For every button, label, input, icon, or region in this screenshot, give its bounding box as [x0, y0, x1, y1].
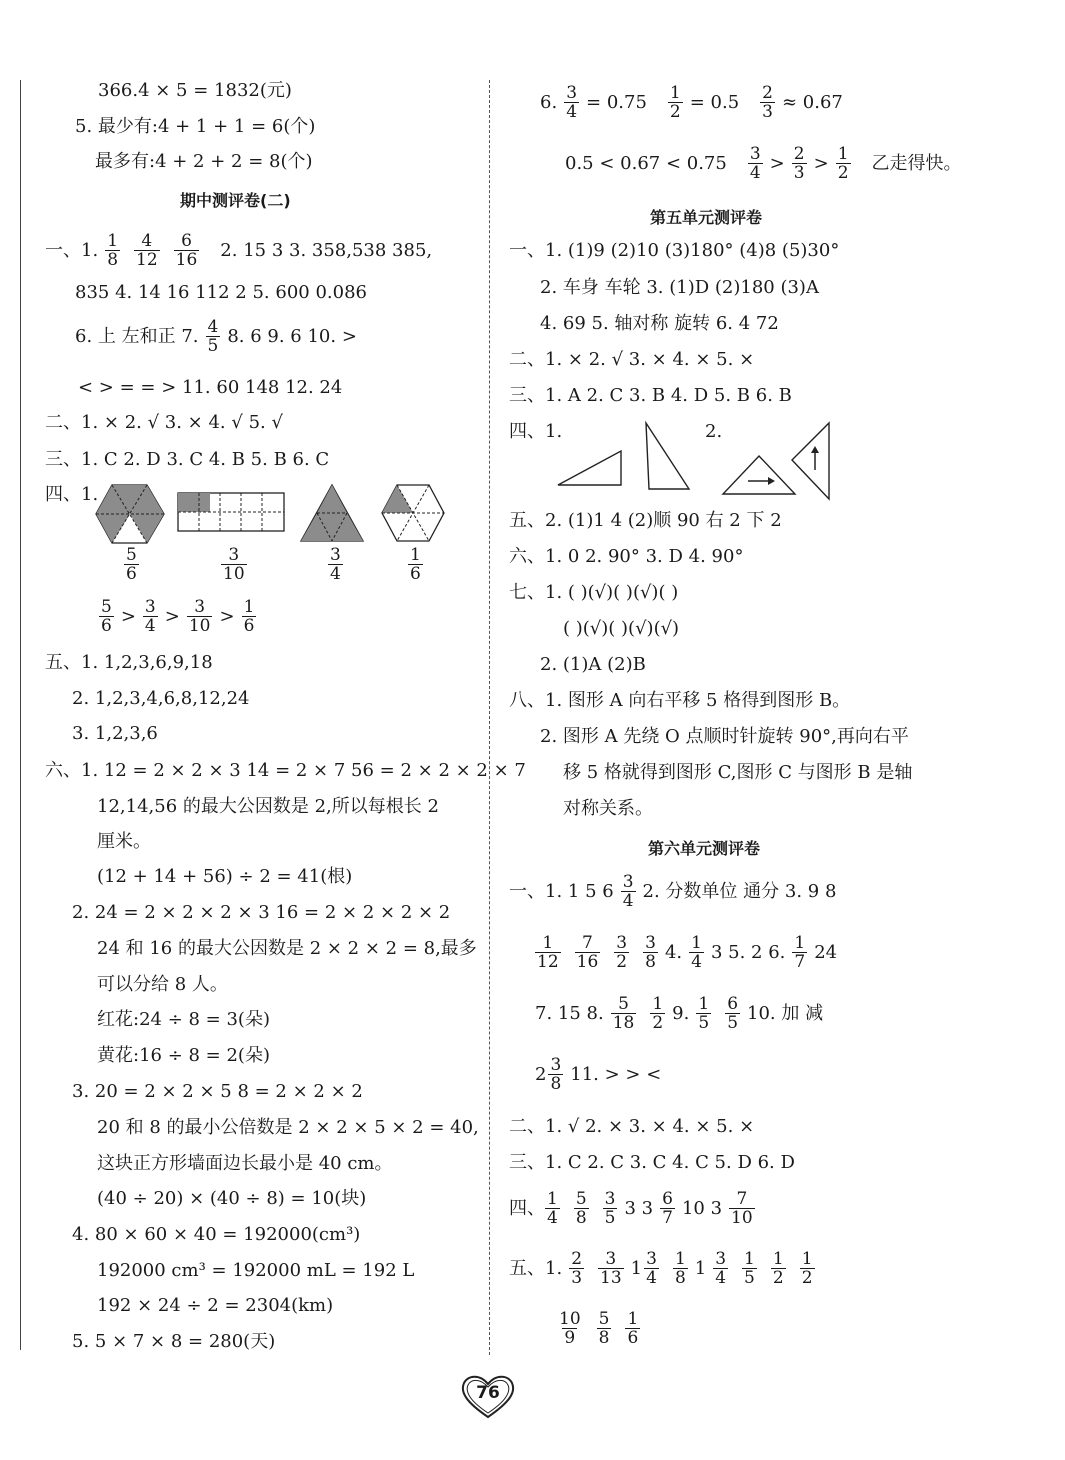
answer-line: 黄花:16 ÷ 8 = 2(朵): [97, 1045, 270, 1066]
answer-line: 红花:24 ÷ 8 = 3(朵): [97, 1009, 270, 1030]
figure-fraction: 3 4: [330, 545, 341, 584]
answer-line: 这块正方形墙面边长最小是 40 cm。: [97, 1153, 393, 1174]
hexagon-figure: [95, 484, 165, 544]
figure-fraction: 1 6: [410, 545, 421, 584]
answer-line: 2. 图形 A 先绕 O 点顺时针旋转 90°,再向右平: [540, 726, 909, 747]
answer-line: < > = = > 11. 60 148 12. 24: [78, 377, 343, 398]
section-heading: 第六单元测评卷: [648, 839, 761, 858]
answer-line: 5. 5 × 7 × 8 = 280(天): [72, 1331, 276, 1352]
answer-line: 2. 1,2,3,4,6,8,12,24: [72, 688, 250, 709]
answer-line: 10 9 5 8 1 6: [559, 1309, 639, 1348]
figure-fraction: 5 6: [126, 545, 137, 584]
answer-line: 六、1. 0 2. 90° 3. D 4. 90°: [509, 546, 744, 567]
fraction: 6 16: [175, 231, 198, 270]
triangle-figure: [300, 484, 364, 542]
hexagon-figure-small: [381, 484, 445, 542]
page-number: 76: [476, 1383, 500, 1403]
answer-line: 八、1. 图形 A 向右平移 5 格得到图形 B。: [509, 690, 851, 711]
answer-line: 24 和 16 的最大公因数是 2 × 2 × 2 = 8,最多: [97, 938, 477, 959]
answer-line: 二、1. × 2. √ 3. × 4. × 5. ×: [509, 349, 755, 370]
answer-line: 一、1. (1)9 (2)10 (3)180° (4)8 (5)30°: [509, 240, 840, 261]
answer-line: 3. 1,2,3,6: [72, 723, 158, 744]
fraction: 4 12: [136, 231, 158, 270]
answer-line: 3. 20 = 2 × 2 × 5 8 = 2 × 2 × 2: [72, 1081, 363, 1102]
rectangle-figure: [177, 492, 285, 532]
answer-text: 6. 上 左和正 7.: [75, 325, 199, 347]
answer-line: 12,14,56 的最大公因数是 2,所以每根长 2: [97, 796, 439, 817]
answer-line: 1 12 7 16 3 2 3 8 4. 1 4 3 5. 2 6. 1 7 24: [537, 933, 838, 972]
answer-line: [75, 318, 357, 355]
answer-line: 二、1. × 2. √ 3. × 4. √ 5. √: [45, 412, 283, 433]
margin-line: [20, 80, 21, 1350]
answer-line: 对称关系。: [563, 798, 653, 819]
tall-triangle-figure: [645, 422, 690, 490]
answer-line: (40 ÷ 20) × (40 ÷ 8) = 10(块): [97, 1188, 367, 1209]
answer-line: 可以分给 8 人。: [97, 974, 228, 995]
answer-text: 2. 15 3 3. 358,538 385,: [220, 239, 433, 261]
answer-line: 835 4. 14 16 112 2 5. 600 0.086: [75, 282, 367, 303]
answer-line: 2. 车身 车轮 3. (1)D (2)180 (3)A: [540, 277, 819, 298]
answer-line: 192000 cm³ = 192000 mL = 192 L: [97, 1260, 415, 1281]
answer-line: 四、1.: [509, 421, 563, 442]
fraction: 1 8: [107, 231, 119, 270]
answer-line: 2.: [705, 421, 723, 442]
fraction: 4 5: [207, 317, 219, 356]
answer-line: 2. (1)A (2)B: [540, 654, 646, 675]
answer-line: 三、1. A 2. C 3. B 4. D 5. B 6. B: [509, 385, 792, 406]
answer-line: 5. 最少有:4 + 1 + 1 = 6(个): [75, 116, 316, 137]
answer-line: 五、1. 2 3 3 13 1 3 4 1 8 1 3 4 1 5 1 2 1 2: [509, 1249, 813, 1288]
answer-line: 厘米。: [97, 831, 151, 852]
answer-line: 四、 1 4 5 8 3 5 3 3 6 7 10 3 7 10: [509, 1189, 753, 1228]
answer-line: ( )(√)( )(√)(√): [563, 618, 680, 639]
answer-line: 4. 69 5. 轴对称 旋转 6. 4 72: [540, 313, 779, 334]
answer-text: 8. 6 9. 6 10. >: [227, 325, 357, 347]
answer-line: 4. 80 × 60 × 40 = 192000(cm³): [72, 1224, 361, 1245]
arrow-triangle-figure: [722, 455, 796, 495]
answer-line: 2. 24 = 2 × 2 × 2 × 3 16 = 2 × 2 × 2 × 2: [72, 902, 451, 923]
fraction-comparison: 5 6 > 3 4 > 3 10 > 1 6: [101, 597, 255, 636]
answer-line: 20 和 8 的最小公倍数是 2 × 2 × 5 × 2 = 40,: [97, 1117, 479, 1138]
answer-line: 一、1. 1 5 6 3 4 2. 分数单位 通分 3. 9 8: [509, 872, 837, 911]
answer-line: (12 + 14 + 56) ÷ 2 = 41(根): [97, 866, 353, 887]
column-divider: [489, 80, 490, 1355]
item-label: 一、1.: [45, 239, 99, 261]
answer-line: 四、1.: [45, 484, 99, 505]
answer-line: 五、2. (1)1 4 (2)顺 90 右 2 下 2: [509, 510, 782, 531]
answer-line: 五、1. 1,2,3,6,9,18: [45, 652, 213, 673]
answer-line: 移 5 格就得到图形 C,图形 C 与图形 B 是轴: [563, 762, 913, 783]
answer-line: 6. $\frac{3}{4}$ = 0.75 $\frac{1}{2}$ = 0.5 $\frac{2}{3}$ ≈ 0.67: [540, 83, 843, 122]
arrow-triangle-rotated: [791, 422, 833, 500]
answer-line: 2 3 8 11. > > <: [535, 1055, 662, 1094]
right-triangle-figure: [557, 450, 622, 486]
answer-line: 7. 15 8. 5 18 1 2 9. 1 5 6 5 10. 加 减: [535, 994, 824, 1033]
answer-line: 0.5 < 0.67 < 0.75 3 4 > 2 3 > 1 2 乙走得快。: [565, 144, 962, 183]
answer-line: 最多有:4 + 2 + 2 = 8(个): [95, 151, 313, 172]
figure-fraction: 3 10: [223, 545, 245, 584]
page-number-badge: [458, 1372, 518, 1420]
answer-line: 192 × 24 ÷ 2 = 2304(km): [97, 1295, 334, 1316]
answer-line: 366.4 × 5 = 1832(元): [98, 80, 292, 101]
section-heading: 期中测评卷(二): [180, 191, 291, 210]
answer-line: 二、1. √ 2. × 3. × 4. × 5. ×: [509, 1116, 755, 1137]
answer-line: 六、1. 12 = 2 × 2 × 3 14 = 2 × 7 56 = 2 × 2 × 2 × 7: [45, 760, 526, 781]
answer-line: 三、1. C 2. D 3. C 4. B 5. B 6. C: [45, 449, 330, 470]
answer-line: 三、1. C 2. C 3. C 4. C 5. D 6. D: [509, 1152, 795, 1173]
section-heading: 第五单元测评卷: [650, 208, 763, 227]
answer-line: [45, 232, 432, 269]
answer-line: 七、1. ( )(√)( )(√)( ): [509, 582, 679, 603]
